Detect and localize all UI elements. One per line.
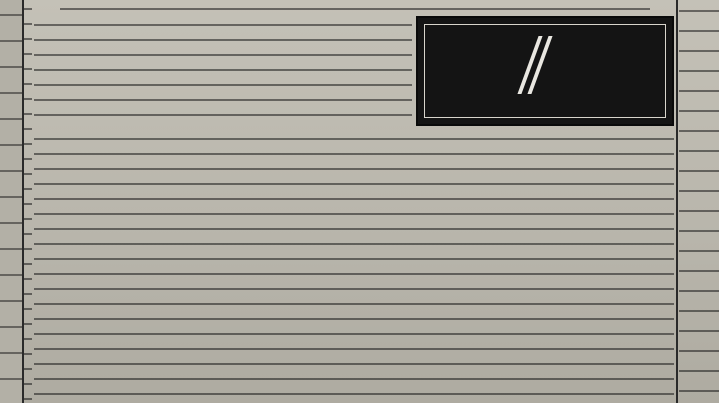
right-adjacent-column <box>679 0 719 403</box>
article-body-text-lines <box>34 130 674 400</box>
left-column-text-lines <box>0 0 22 403</box>
left-adjacent-column <box>0 0 22 403</box>
margin-strip <box>24 0 32 403</box>
article-body <box>34 130 674 400</box>
top-strip-previous-article <box>60 0 650 14</box>
headline-banner <box>416 16 674 126</box>
top-strip-text-lines <box>60 0 650 14</box>
lead-paragraph-text-lines <box>34 16 412 126</box>
right-column-text-lines <box>679 0 719 403</box>
banner-slash-divider <box>522 36 550 94</box>
right-column-rule <box>676 0 678 403</box>
article-lead-paragraph <box>34 16 412 126</box>
margin-strip-text-lines <box>24 0 32 403</box>
